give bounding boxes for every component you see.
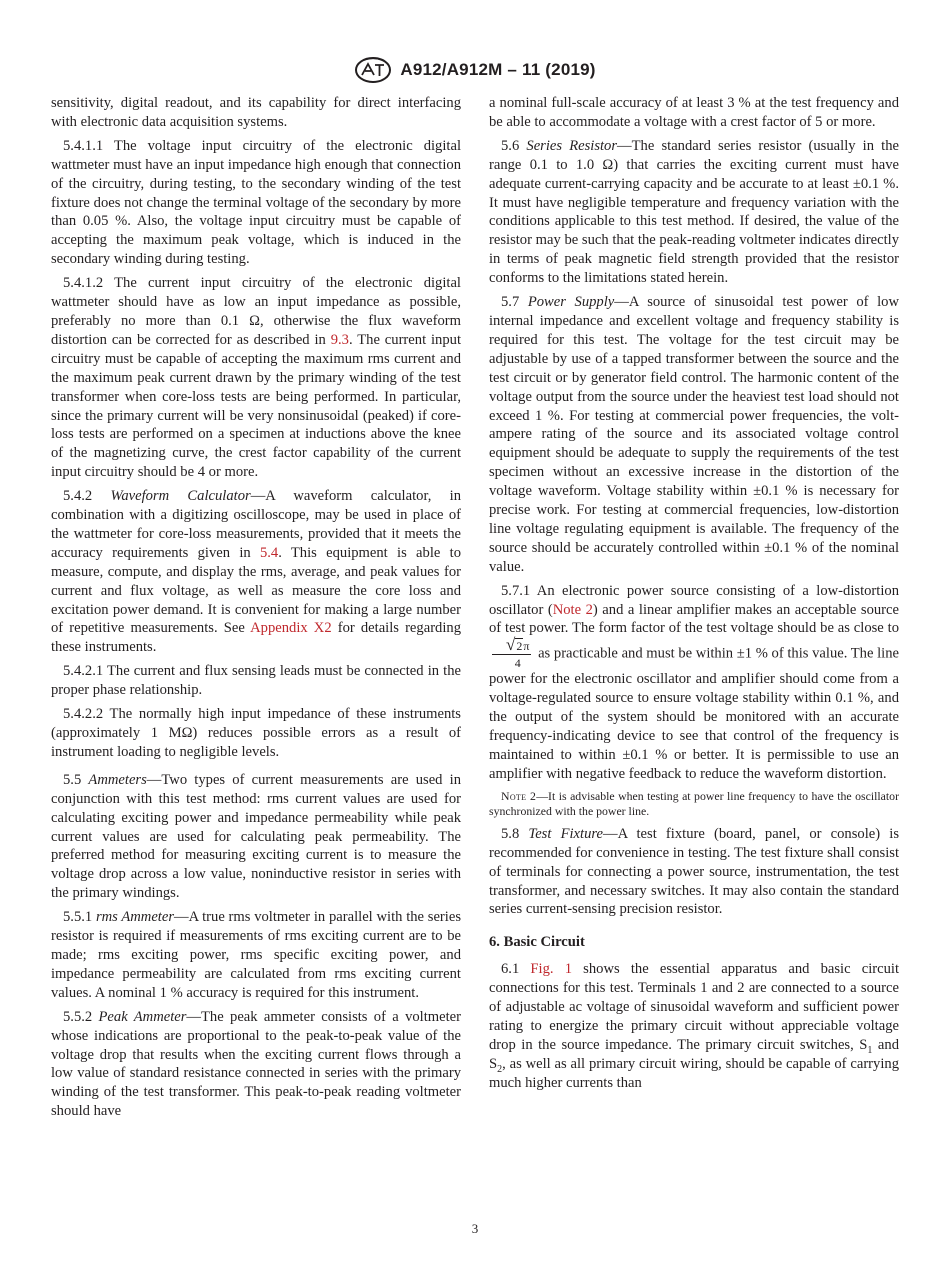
subsection-title: Power Supply xyxy=(527,294,615,311)
paragraph-5-6: 5.6 Series Resistor—The standard series resistor (usually in the range 0.1 to 1.0 Ω) that carries the exciting current must have adequate current-carrying capacity and be accurate to at least ±0.1 %. It must have negligible temperature and frequency variation with the conditions applicable to this test method. If desired, the value of the resistor may be such that the peak-reading voltmeter indicates directly in terms of peak magnetic field strength provided that the resistor conforms to the limitations stated herein. xyxy=(489,137,900,287)
paragraph-5-4-1-2: 5.4.1.2 The current input circuitry of the electronic digital wattmeter should have as low an input impedance as possible, preferably no more than 0.1 Ω, otherwise the flux waveform distortion can be corrected for as described in 9.3. The current input circuitry must be capable of accepting the maximum rms current and the maximum peak current drawn by the primary winding of the test transformer when core-loss tests are being performed. In particular, since the primary current will be very nonsinusoidal (peaked) if core-loss tests are performed on a specimen at inductions above the knee of the magnetizing curve, the crest factor capability of the current input circuitry should be 4 or more. xyxy=(51,275,461,481)
subsection-title: Waveform Calculator xyxy=(110,488,251,505)
subsection-title: Ammeters xyxy=(88,771,147,788)
left-column xyxy=(51,94,461,1126)
paragraph-5-5: 5.5 Ammeters—Two types of current measurements are used in conjunction with this test method: rms current values are used for calculating exciting power and impedance permeability while peak current values are used for calculating peak permeability. The preferred method for measuring exciting current is to measure the voltage drop across a low value, noninductive resistor in series with the primary windings. xyxy=(51,771,462,902)
document-designation: A912/A912M – 11 (2019) xyxy=(400,60,596,79)
right-column xyxy=(489,94,899,1098)
paragraph-5-4-2-2: 5.4.2.2 The normally high input impedance of these instruments (approximately 1 MΩ) reduces possible errors as a result of instrument loading to negligible levels. xyxy=(51,706,461,760)
subsection-title: Peak Ammeter xyxy=(98,1008,187,1025)
astm-logo-icon xyxy=(354,56,392,84)
paragraph: sensitivity, digital readout, and its capability for direct interfacing with electronic data acquisition systems. xyxy=(51,95,461,130)
section-heading: 6. Basic Circuit xyxy=(489,934,585,951)
paragraph-5-4-2: 5.4.2 Waveform Calculator—A waveform calculator, in combination with a digitizing oscilloscope, may be used in place of the wattmeter for core-loss measurements, provided that it meets the accuracy requirements given in 5.4. This equipment is able to measure, compute, and display the rms, average, and peak values for current and flux voltage, as well as measure the core loss and excitation power demand. It is convenient for making a large number of repetitive measurements. See Appendix X2 for details regarding these instruments. xyxy=(51,488,462,656)
subsection-title: rms Ammeter xyxy=(95,909,175,926)
section-link-5-4[interactable]: 5.4 xyxy=(259,544,279,561)
figure-link-1[interactable]: Fig. 1 xyxy=(530,961,573,978)
note-label: Note 2 xyxy=(501,788,537,803)
paragraph-5-8: 5.8 Test Fixture—A test fixture (board, panel, or console) is recommended for convenience in testing. The test fixture shall consist of terminals for connecting a power source, instrumentation, the test transformer, and necessary switches. It may also contain the standard series current-sensing precision resistor. xyxy=(489,825,899,918)
page-header xyxy=(0,56,950,89)
page-number: 3 xyxy=(471,1221,479,1236)
paragraph-5-4-1-1: 5.4.1.1 The voltage input circuitry of the electronic digital wattmeter must have an input impedance high enough that connection of the circuitry, during testing, to the secondary winding of the test fixture does not change the terminal voltage of the secondary by more than 0.05 %. Also, the voltage input circuitry must be capable of accepting the maximum peak voltage, which is induced in the secondary winding during testing. xyxy=(51,137,461,268)
section-link-9-3[interactable]: 9.3 xyxy=(330,331,349,348)
subsection-title: Test Fixture xyxy=(528,825,603,842)
appendix-link-x2[interactable]: Appendix X2 xyxy=(250,620,332,637)
paragraph-5-7: 5.7 Power Supply—A source of sinusoidal test power of low internal impedance and excellent voltage and frequency stability is required for this test. The voltage for the test circuit may be adjustable by use of a tapped transformer between the source and the test circuit or by generator field control. The harmonic content of the voltage output from the source under the heaviest test load should not exceed 1 %. For testing at commercial power frequencies, the volt-ampere rating of the source and its associated voltage control equipment should be adequate to supply the requirements of the test specimen without an excessive increase in the distortion of the voltage waveform. Voltage stability within ±0.1 % is necessary for precise work. For testing at commercial frequencies, low-distortion line voltage regulating equipment is available. The frequency of the source should be accurately controlled within ±0.1 % of the nominal value. xyxy=(489,294,899,575)
note-link-2[interactable]: Note 2 xyxy=(552,601,593,618)
paragraph: a nominal full-scale accuracy of at least 3 % at the test frequency and be able to accommodate a voltage with a crest factor of 5 or more. xyxy=(489,95,899,130)
paragraph-5-5-2: 5.5.2 Peak Ammeter—The peak ammeter consists of a voltmeter whose indications are proportional to the peak-to-peak value of the voltage drop that results when the exciting current flows through a low value of standard resistance connected in series with the primary winding of the test transformer. This peak-to-peak reading voltmeter should have xyxy=(51,1008,461,1120)
paragraph-6-1: 6.1 Fig. 1 shows the essential apparatus and basic circuit connections for this test. Terminals 1 and 2 are connected to a source of adjustable ac voltage of sinusoidal waveform and sufficient power rating to energize the primary circuit without appreciable voltage drop in the source impedance. The primary circuit switches, $S_1$ and $S_2$, as well as all primary circuit wiring, should be capable of carrying much higher currents than xyxy=(489,961,900,1091)
form-factor-fraction: $\frac{√2\pi}{4}$ xyxy=(492,638,531,670)
note-2: Note 2—It is advisable when testing at power line frequency to have the oscillator synchronized with the power line. xyxy=(489,788,899,818)
subsection-title: Series Resistor xyxy=(526,137,618,154)
paragraph-5-4-2-1: 5.4.2.1 The current and flux sensing leads must be connected in the proper phase relationship. xyxy=(51,663,461,699)
paragraph-5-5-1: 5.5.1 rms Ammeter—A true rms voltmeter in parallel with the series resistor is required if measurements of rms exciting current are to be made; rms exciting power, rms specific exciting power, and impedance permeability are calculated from rms exciting current values. A nominal 1 % accuracy is required for this instrument. xyxy=(51,909,462,1001)
paragraph-5-7-1: 5.7.1 An electronic power source consisting of a low-distortion oscillator (Note 2) and a linear amplifier makes an acceptable source of test power. The form factor of the test voltage should be as close to $\frac{√2\pi}{4}$ as practicable and must be within ±1 % of this value. The line power for the electronic oscillator and amplifier should come from a voltage-regulated source to ensure voltage stability within 0.1 %, and the output of the system should be monitored with an accurate frequency-indicating device to see that control of the frequency is maintained to within ±0.1 % or better. It is permissible to use an amplifier with negative feedback to reduce the waveform distortion. xyxy=(489,582,899,782)
